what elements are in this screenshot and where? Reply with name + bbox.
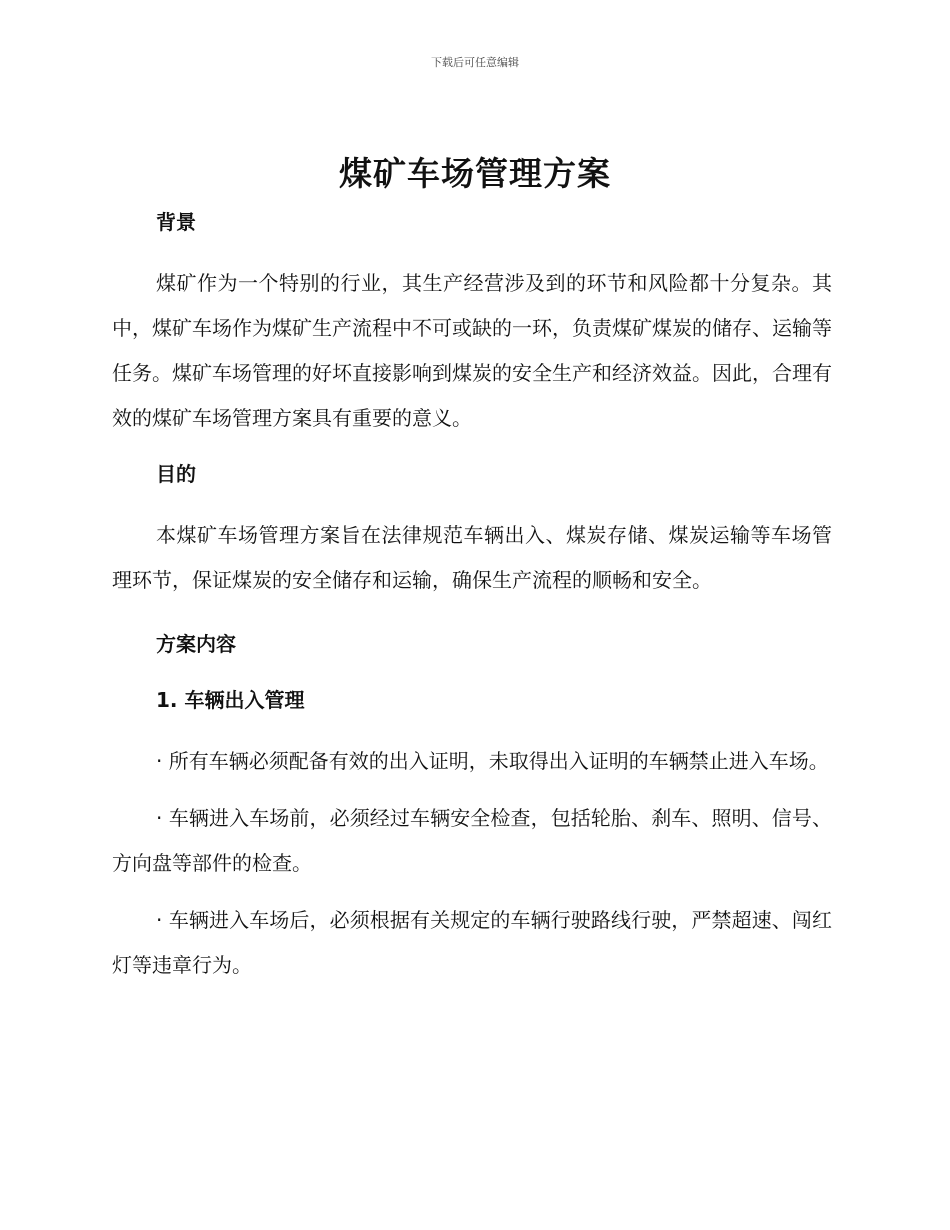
section-heading-background: 背景	[156, 210, 196, 234]
document-body	[112, 205, 832, 988]
section-heading-goal: 目的	[156, 462, 196, 486]
document-title: 煤矿车场管理方案	[339, 154, 611, 193]
bullet-item: · 车辆进入车场前，必须经过车辆安全检查，包括轮胎、刹车、照明、信号、方向盘等部件的检查。	[112, 806, 832, 875]
section-heading-plan: 方案内容	[156, 632, 236, 656]
subsection-heading-vehicle-access: 1. 车辆出入管理	[156, 688, 305, 712]
bullet-item: · 车辆进入车场后，必须根据有关规定的车辆行驶路线行驶，严禁超速、闯红灯等违章行为。	[112, 908, 832, 977]
paragraph-goal: 本煤矿车场管理方案旨在法律规范车辆出入、煤炭存储、煤炭运输等车场管理环节，保证煤炭的安全储存和运输，确保生产流程的顺畅和安全。	[112, 523, 832, 592]
bullet-item: · 所有车辆必须配备有效的出入证明，未取得出入证明的车辆禁止进入车场。	[156, 749, 829, 773]
page-header-watermark: 下载后可任意编辑	[431, 56, 519, 69]
paragraph-background: 煤矿作为一个特别的行业，其生产经营涉及到的环节和风险都十分复杂。其中，煤矿车场作为煤矿生产流程中不可或缺的一环，负责煤矿煤炭的储存、运输等任务。煤矿车场管理的好坏直接影响到煤炭的安全生产和经济效益。因此，合理有效的煤矿车场管理方案具有重要的意义。	[112, 271, 832, 430]
